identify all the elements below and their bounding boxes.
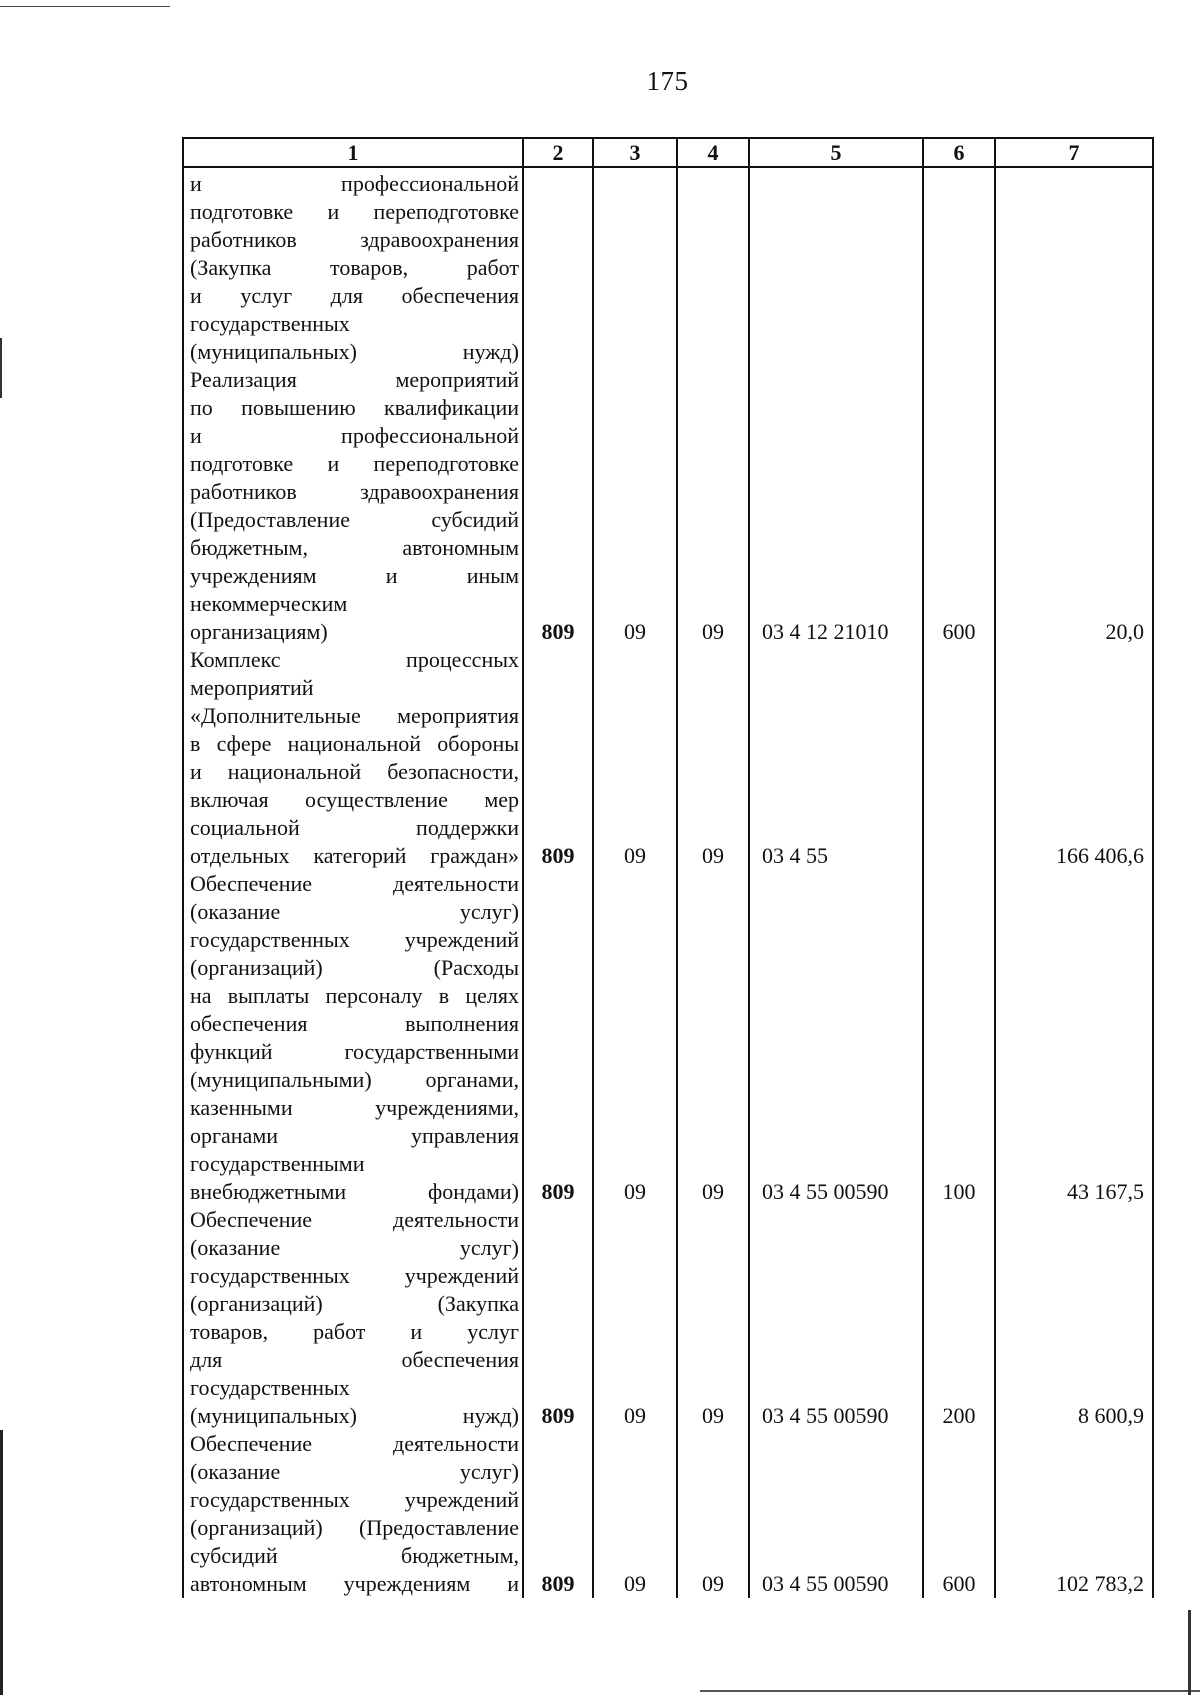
table-row (183, 167, 1153, 366)
cell-vr (923, 646, 995, 870)
cell-vr (923, 167, 995, 366)
cell-pr: 09 (677, 1430, 749, 1598)
cell-name-line: и услуг для обеспечения (190, 283, 519, 308)
cell-vr: 600 (923, 366, 995, 646)
cell-amount (995, 167, 1153, 366)
table-header (183, 138, 1153, 167)
cell-name-line: мероприятий (190, 675, 314, 700)
cell-name-line: (организаций) (Закупка (190, 1291, 519, 1316)
cell-name-line: государственными (190, 1151, 365, 1176)
cell-name-line: автономным учреждениям и (190, 1571, 519, 1596)
cell-rz (593, 167, 677, 366)
cell-name-line: товаров, работ и услуг (190, 1319, 519, 1344)
table-row (183, 646, 1153, 870)
header-col-4: 4 (677, 138, 749, 167)
table-row (183, 366, 1153, 646)
cell-amount: 43 167,5 (995, 870, 1153, 1206)
cell-grbs: 809 (523, 870, 593, 1206)
cell-amount: 20,0 (995, 366, 1153, 646)
cell-name-line: и профессиональной (190, 171, 519, 196)
cell-grbs: 809 (523, 1206, 593, 1430)
header-col-7: 7 (995, 138, 1153, 167)
header-col-1: 1 (183, 138, 523, 167)
cell-amount: 102 783,2 (995, 1430, 1153, 1598)
cell-csr (749, 167, 923, 366)
cell-rz: 09 (593, 870, 677, 1206)
cell-name-line: бюджетным, автономным (190, 535, 519, 560)
cell-name-line: и национальной безопасности, (190, 759, 519, 784)
cell-name-line: в сфере национальной обороны (190, 731, 519, 756)
cell-amount: 8 600,9 (995, 1206, 1153, 1430)
cell-name-line: (Закупка товаров, работ (190, 255, 519, 280)
cell-name-line: организациям) (190, 619, 328, 644)
table-row (183, 870, 1153, 1206)
cell-pr: 09 (677, 1206, 749, 1430)
cell-name-line: и профессиональной (190, 423, 519, 448)
cell-grbs: 809 (523, 646, 593, 870)
cell-name-line: на выплаты персоналу в целях (190, 983, 519, 1008)
scan-edge-left (0, 1430, 3, 1695)
cell-pr: 09 (677, 870, 749, 1206)
cell-name-line: социальной поддержки (190, 815, 519, 840)
cell-csr: 03 4 55 (749, 646, 923, 870)
cell-vr: 200 (923, 1206, 995, 1430)
cell-name-line: включая осуществление мер (190, 787, 519, 812)
cell-amount: 166 406,6 (995, 646, 1153, 870)
cell-grbs: 809 (523, 1430, 593, 1598)
header-col-3: 3 (593, 138, 677, 167)
cell-name-line: учреждениям и иным (190, 563, 519, 588)
cell-name-line: работников здравоохранения (190, 479, 519, 504)
cell-name-line: государственных учреждений (190, 927, 519, 952)
scan-edge-bottom (700, 1690, 1200, 1692)
cell-name-line: (муниципальных) нужд) (190, 1403, 519, 1428)
cell-csr: 03 4 55 00590 (749, 1206, 923, 1430)
scan-edge-top (0, 6, 170, 7)
cell-name-line: (оказание услуг) (190, 1459, 519, 1484)
cell-rz: 09 (593, 646, 677, 870)
cell-name (183, 167, 523, 366)
cell-name-line: отдельных категорий граждан» (190, 843, 519, 868)
cell-name (183, 1430, 523, 1598)
cell-name-line: (муниципальными) органами, (190, 1067, 519, 1092)
scan-edge-right (1188, 1610, 1191, 1695)
cell-name-line: государственных (190, 1375, 350, 1400)
cell-name-line: Комплекс процессных (190, 647, 519, 672)
cell-name-line: обеспечения выполнения (190, 1011, 519, 1036)
budget-table (182, 137, 1154, 1598)
cell-name-line: внебюджетными фондами) (190, 1179, 519, 1204)
cell-rz: 09 (593, 1430, 677, 1598)
table-body (183, 167, 1153, 1598)
cell-name-line: Реализация мероприятий (190, 367, 519, 392)
cell-name-line: некоммерческим (190, 591, 348, 616)
cell-name-line: государственных учреждений (190, 1263, 519, 1288)
cell-name-line: функций государственными (190, 1039, 519, 1064)
cell-name (183, 366, 523, 646)
cell-pr: 09 (677, 366, 749, 646)
cell-rz: 09 (593, 1206, 677, 1430)
cell-name-line: государственных учреждений (190, 1487, 519, 1512)
cell-name-line: (организаций) (Предоставление (190, 1515, 519, 1540)
cell-name-line: (Предоставление субсидий (190, 507, 519, 532)
cell-vr: 600 (923, 1430, 995, 1598)
header-row (183, 138, 1153, 167)
cell-name-line: «Дополнительные мероприятия (190, 703, 519, 728)
cell-name-line: казенными учреждениями, (190, 1095, 519, 1120)
cell-name-line: подготовке и переподготовке (190, 199, 519, 224)
scan-edge-left (0, 338, 2, 398)
header-col-5: 5 (749, 138, 923, 167)
cell-pr (677, 167, 749, 366)
cell-grbs: 809 (523, 366, 593, 646)
cell-csr: 03 4 12 21010 (749, 366, 923, 646)
cell-name-line: государственных (190, 311, 350, 336)
cell-name-line: (муниципальных) нужд) (190, 339, 519, 364)
cell-name (183, 646, 523, 870)
cell-name-line: органами управления (190, 1123, 519, 1148)
cell-name-line: для обеспечения (190, 1347, 519, 1372)
cell-name-line: подготовке и переподготовке (190, 451, 519, 476)
cell-name (183, 870, 523, 1206)
cell-name-line: Обеспечение деятельности (190, 871, 519, 896)
cell-csr: 03 4 55 00590 (749, 1430, 923, 1598)
cell-name-line: работников здравоохранения (190, 227, 519, 252)
cell-name-line: Обеспечение деятельности (190, 1431, 519, 1456)
cell-csr: 03 4 55 00590 (749, 870, 923, 1206)
cell-name-line: по повышению квалификации (190, 395, 519, 420)
table-row (183, 1206, 1153, 1430)
cell-name-line: субсидий бюджетным, (190, 1543, 519, 1568)
page-number: 175 (646, 66, 689, 96)
cell-grbs (523, 167, 593, 366)
cell-name-line: (организаций) (Расходы (190, 955, 519, 980)
cell-name (183, 1206, 523, 1430)
cell-pr: 09 (677, 646, 749, 870)
cell-name-line: Обеспечение деятельности (190, 1207, 519, 1232)
header-col-2: 2 (523, 138, 593, 167)
table-row (183, 1430, 1153, 1598)
cell-vr: 100 (923, 870, 995, 1206)
header-col-6: 6 (923, 138, 995, 167)
cell-name-line: (оказание услуг) (190, 899, 519, 924)
cell-name-line: (оказание услуг) (190, 1235, 519, 1260)
cell-rz: 09 (593, 366, 677, 646)
